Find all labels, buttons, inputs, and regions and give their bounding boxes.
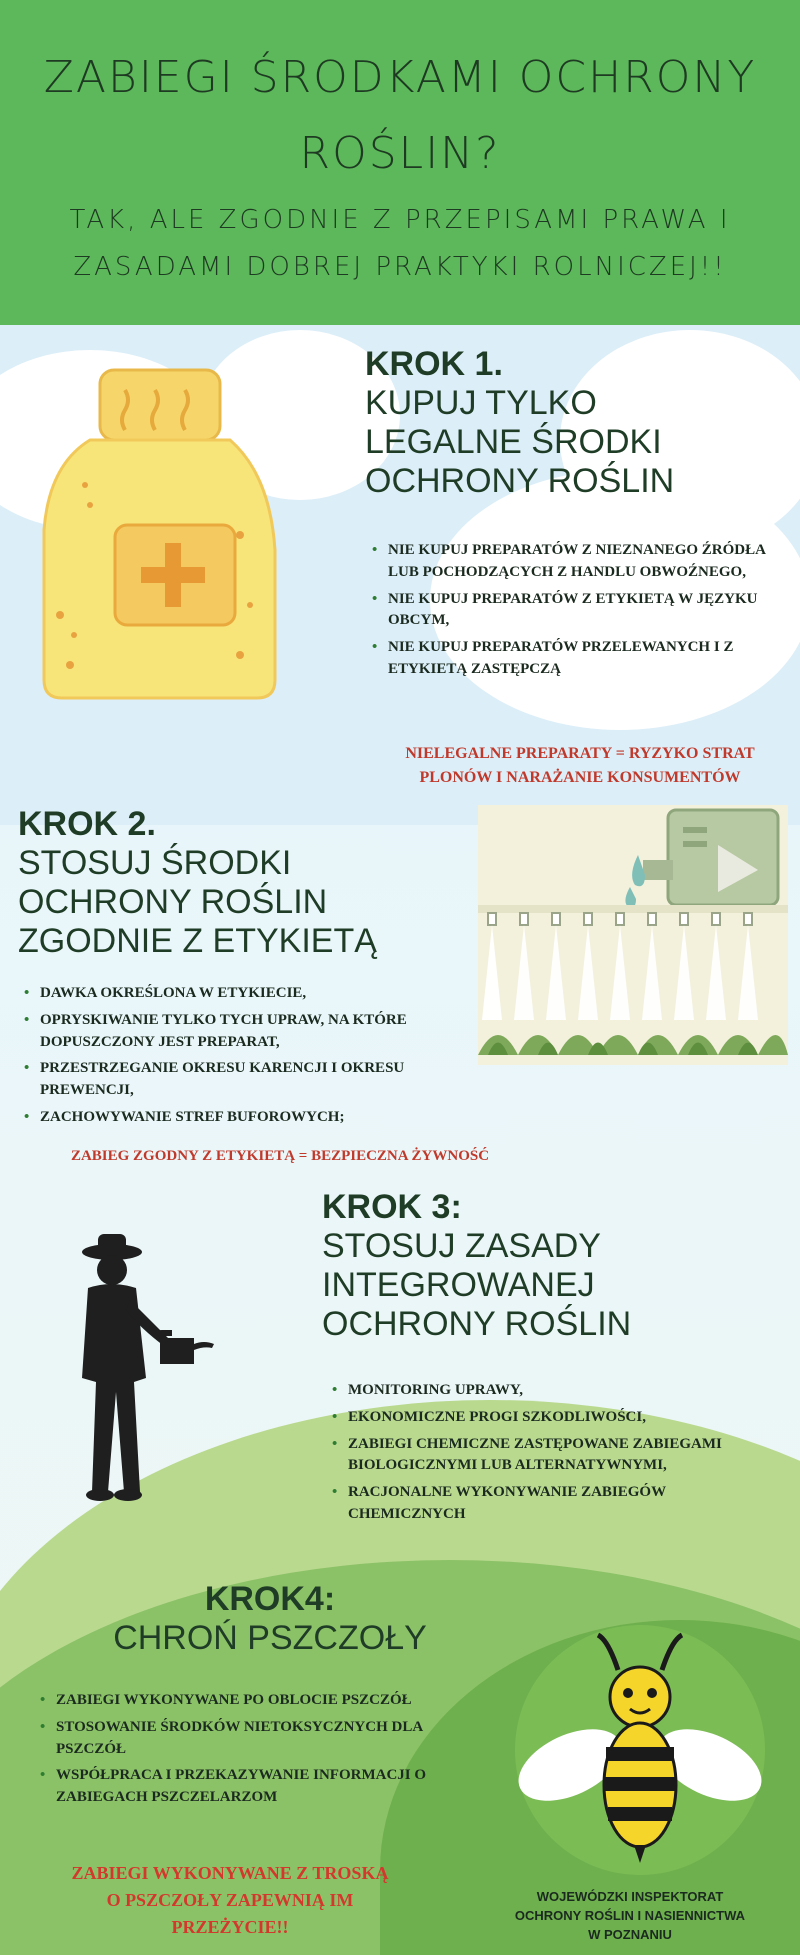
step1-title-line-3: OCHRONY ROŚLIN	[365, 462, 675, 501]
step3-label: KROK 3:	[322, 1188, 462, 1226]
list-item: • NIE KUPUJ PREPARATÓW PRZELEWANYCH I Z ETYKIETĄ ZASTĘPCZĄ	[370, 637, 780, 681]
step2-title-line-2: OCHRONY ROŚLIN	[18, 883, 328, 922]
list-item: • NIE KUPUJ PREPARATÓW Z ETYKIETĄ W JĘZYKU OBCYM,	[370, 589, 780, 633]
list-item: • ZABIEGI CHEMICZNE ZASTĘPOWANE ZABIEGAMI BIOLOGICZNYMI LUB ALTERNATYWNYMI,	[330, 1434, 770, 1478]
step2-heading	[18, 805, 478, 961]
step1-warning-line-2: PLONÓW I NARAŻANIE KONSUMENTÓW	[419, 769, 741, 786]
list-item: • DAWKA OKREŚLONA W ETYKIECIE,	[22, 983, 462, 1005]
list-item: • NIE KUPUJ PREPARATÓW Z NIEZNANEGO ŹRÓDŁA LUB POCHODZĄCYCH Z HANDLU OBWOŹNEGO,	[370, 540, 780, 584]
step2-warning: ZABIEG ZGODNY Z ETYKIETĄ = BEZPIECZNA ŻYWNOŚĆ	[70, 1148, 490, 1164]
organization-name	[470, 1888, 790, 1945]
list-item: • MONITORING UPRAWY,	[330, 1380, 770, 1402]
org-line-3: W POZNANIU	[588, 1926, 672, 1942]
title-line-1: ZABIEGI ŚRODKAMI OCHRONY	[43, 52, 757, 103]
step1-title-line-2: LEGALNE ŚRODKI	[365, 423, 662, 462]
org-line-1: WOJEWÓDZKI INSPEKTORAT	[536, 1889, 724, 1904]
list-item: • WSPÓŁPRACA I PRZEKAZYWANIE INFORMACJI O ZABIEGACH PSZCZELARZOM	[38, 1765, 458, 1809]
step2-bullet-list	[22, 983, 462, 1134]
step4-bullet-list	[38, 1690, 458, 1814]
step2-label: KROK 2.	[18, 805, 156, 843]
subtitle-line-1: TAK, ALE ZGODNIE Z PRZEPISAMI PRAWA I	[69, 205, 731, 235]
list-item: • ZABIEGI WYKONYWANE PO OBLOCIE PSZCZÓŁ	[38, 1690, 458, 1712]
bee-icon	[510, 1625, 770, 1875]
step1-bullet-list	[370, 540, 780, 686]
step4-warning-line-3: PRZEŻYCIE!!	[171, 1917, 289, 1937]
step4-heading	[40, 1580, 500, 1658]
step1-title-line-1: KUPUJ TYLKO	[365, 384, 597, 423]
step1-warning-line-1: NIELEGALNE PREPARATY = RYZYKO STRAT	[405, 745, 755, 762]
list-item: • PRZESTRZEGANIE OKRESU KARENCJI I OKRESU PREWENCJI,	[22, 1058, 462, 1102]
step1-label: KROK 1.	[365, 345, 503, 383]
farmer-silhouette-icon	[60, 1230, 220, 1505]
subtitle-line-2: ZASADAMI DOBREJ PRAKTYKI ROLNICZEJ!!	[73, 252, 727, 282]
step1-warning	[370, 742, 790, 790]
list-item: • STOSOWANIE ŚRODKÓW NIETOKSYCZNYCH DLA PSZCZÓŁ	[38, 1717, 458, 1761]
list-item: • EKONOMICZNE PROGI SZKODLIWOŚCI,	[330, 1407, 770, 1429]
step3-bullet-list	[330, 1380, 770, 1531]
step3-title-line-1: STOSUJ ZASADY	[322, 1227, 601, 1266]
step4-label: KROK4:	[204, 1580, 336, 1618]
org-line-2: OCHRONY ROŚLIN I NASIENNICTWA	[514, 1907, 746, 1923]
step2-title-line-1: STOSUJ ŚRODKI	[18, 844, 292, 883]
step1-heading	[365, 345, 785, 501]
step3-title-line-3: OCHRONY ROŚLIN	[322, 1305, 632, 1344]
title-line-2: ROŚLIN?	[299, 128, 501, 179]
step4-warning-line-2: O PSZCZOŁY ZAPEWNIĄ IM	[106, 1890, 354, 1910]
step2-title-line-3: ZGODNIE Z ETYKIETĄ	[18, 922, 377, 961]
list-item: • RACJONALNE WYKONYWANIE ZABIEGÓW CHEMICZNYCH	[330, 1482, 770, 1526]
step4-warning	[20, 1860, 440, 1941]
step4-warning-line-1: ZABIEGI WYKONYWANE Z TROSKĄ	[71, 1863, 389, 1883]
sprayer-icon	[478, 805, 788, 1065]
bottle-icon	[30, 365, 280, 705]
step3-heading	[322, 1188, 782, 1344]
step3-title-line-2: INTEGROWANEJ	[322, 1266, 595, 1305]
list-item: • OPRYSKIWANIE TYLKO TYCH UPRAW, NA KTÓRE DOPUSZCZONY JEST PREPARAT,	[22, 1010, 462, 1054]
list-item: • ZACHOWYWANIE STREF BUFOROWYCH;	[22, 1107, 462, 1129]
step4-title: CHROŃ PSZCZOŁY	[113, 1619, 427, 1658]
